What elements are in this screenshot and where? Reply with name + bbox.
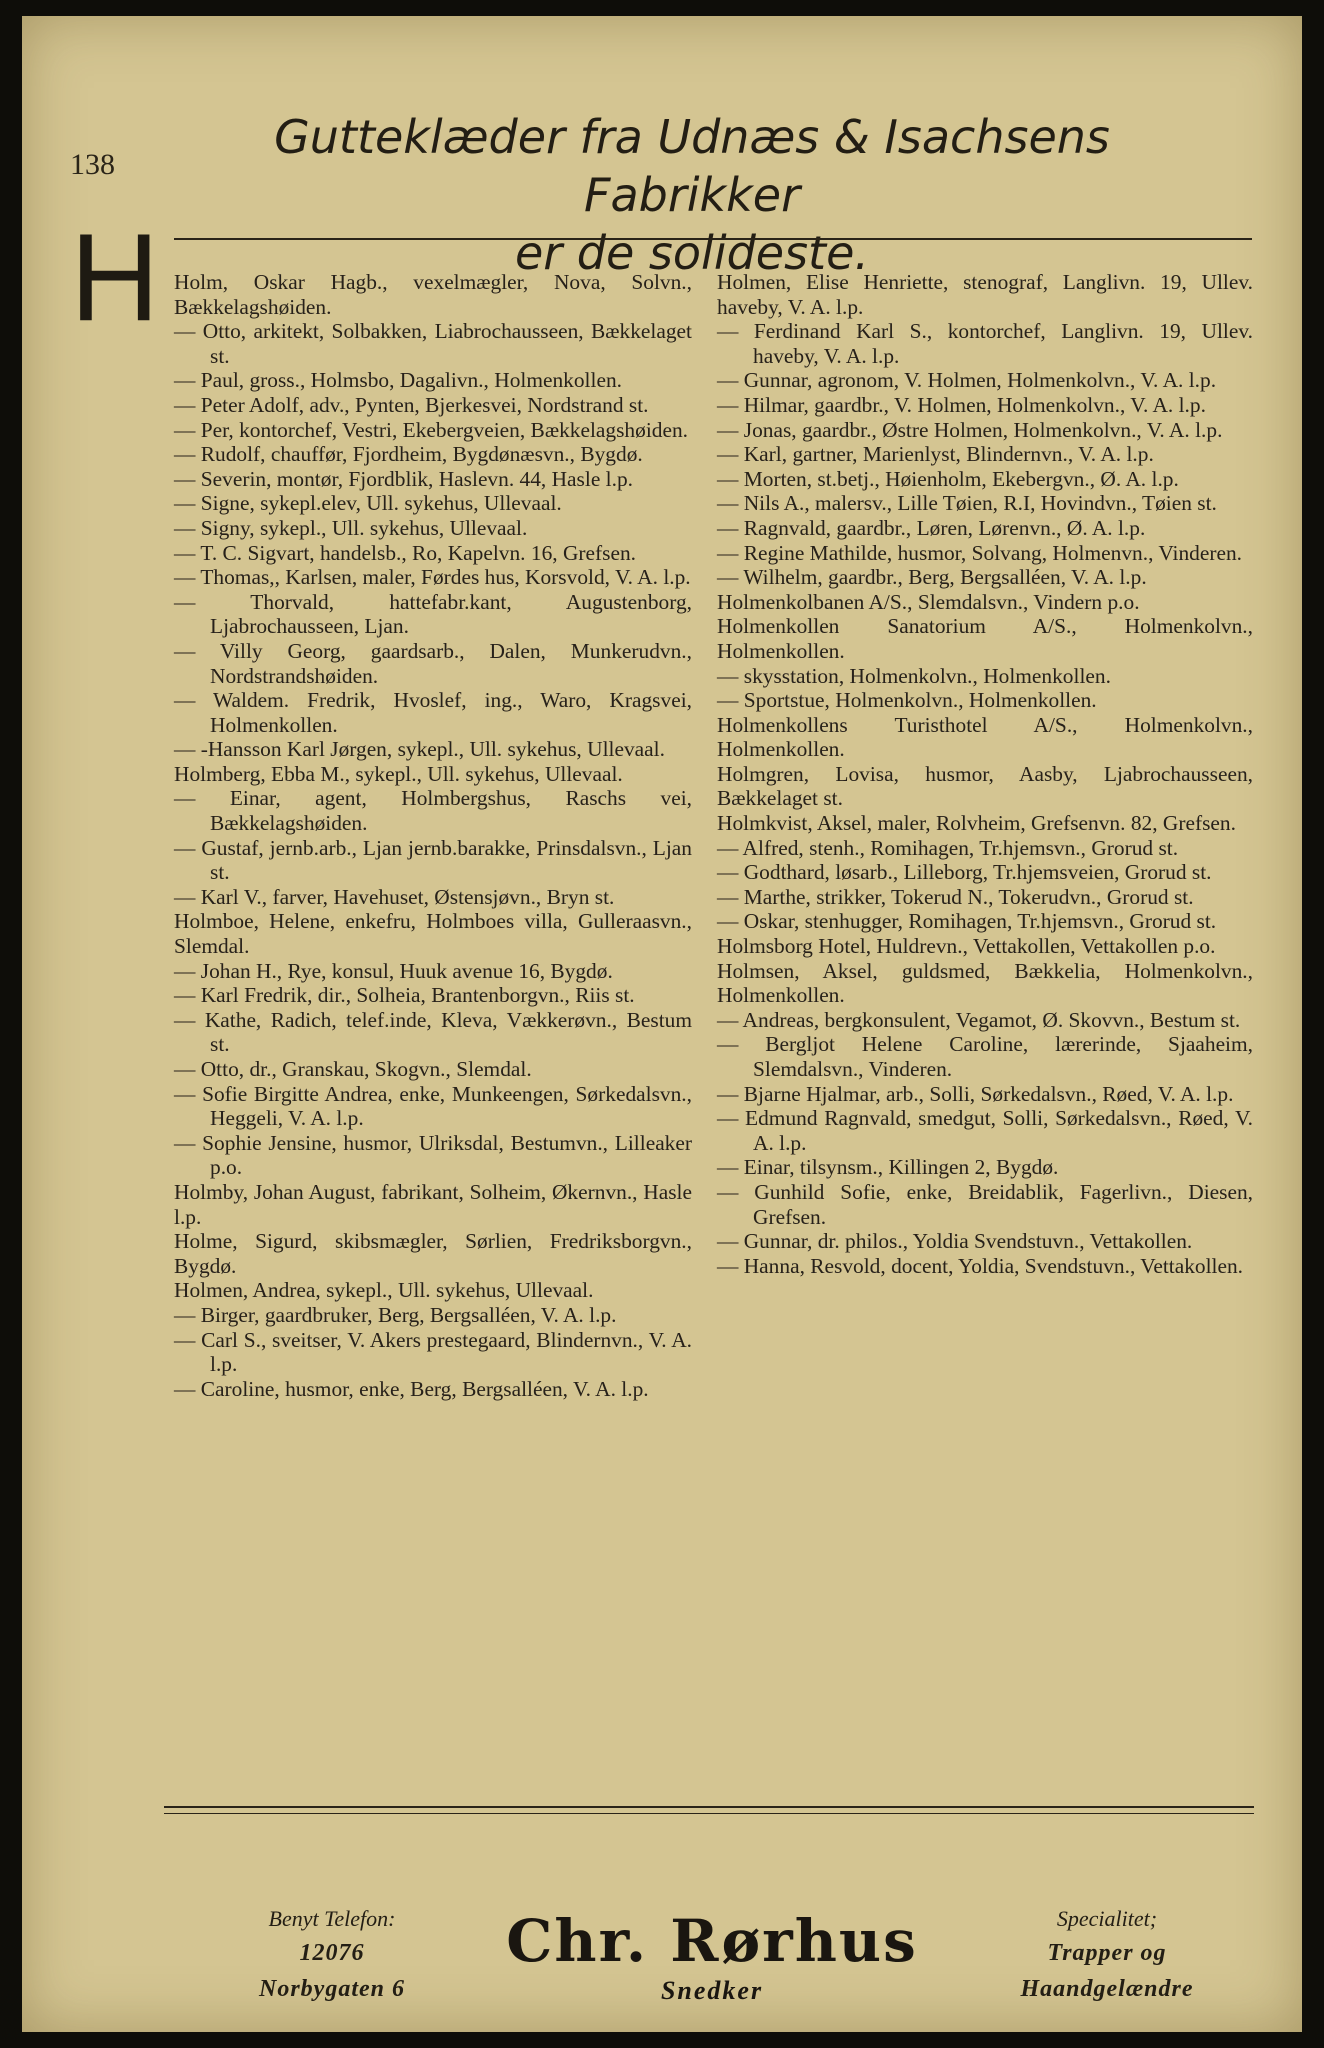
directory-entry: — Villy Georg, gaardsarb., Dalen, Munkerudvn., Nordstrandshøiden. (174, 638, 692, 688)
directory-entry: — Ragnvald, gaardbr., Løren, Lørenvn., Ø. A. l.p. (717, 515, 1146, 540)
directory-entry: — Karl Fredrik, dir., Solheia, Brantenborgvn., Riis st. (174, 983, 635, 1008)
directory-entry: — Godthard, løsarb., Lilleborg, Tr.hjemsveien, Grorud st. (717, 860, 1212, 885)
directory-entry: — Paul, gross., Holmsbo, Dagalivn., Holmenkollen. (174, 368, 622, 393)
directory-entry: — Edmund Ragnvald, smedgut, Solli, Sørkedalsvn., Røed, V. A. l.p. (717, 1106, 1253, 1155)
page-number: 138 (70, 148, 115, 181)
directory-entry: — Sofie Birgitte Andrea, enke, Munkeengen, Sørkedalsvn., Heggeli, V. A. l.p. (174, 1081, 692, 1131)
directory-entry: — Gunhild Sofie, enke, Breidablik, Fagerlivn., Diesen, Grefsen. (717, 1179, 1253, 1229)
advert-trade: Snedker (660, 1976, 764, 2005)
directory-entry: — Jonas, gaardbr., Østre Holmen, Holmenkolvn., V. A. l.p. (717, 417, 1223, 442)
directory-entry: — Otto, arkitekt, Solbakken, Liabrochausseen, Bækkelaget st. (174, 319, 692, 368)
directory-entry: — Einar, tilsynsm., Killingen 2, Bygdø. (717, 1155, 1059, 1180)
directory-entry: — Einar, agent, Holmbergshus, Raschs vei, Bækkelagshøiden. (174, 786, 692, 836)
directory-entry: Holme, Sigurd, skibsmægler, Sørlien, Fredriksborgvn., Bygdø. (174, 1229, 692, 1278)
directory-entry: — Ferdinand Karl S., kontorchef, Langlivn. 19, Ullev. haveby, V. A. l.p. (717, 319, 1253, 368)
directory-entry: — Regine Mathilde, husmor, Solvang, Holmenvn., Vinderen. (717, 540, 1243, 565)
advert-specialty (962, 1904, 1252, 2006)
directory-entry: — Gunnar, agronom, V. Holmen, Holmenkolvn., V. A. l.p. (717, 368, 1217, 393)
directory-entry: — Signy, sykepl., Ull. sykehus, Ullevaal. (174, 515, 528, 540)
footer-divider-thin (164, 1813, 1254, 1814)
directory-entry: — -Hansson Karl Jørgen, sykepl., Ull. sykehus, Ullevaal. (174, 737, 665, 762)
directory-entry: — Nils A., malersv., Lille Tøien, R.I, Hovindvn., Tøien st. (717, 491, 1217, 516)
advert-specialty-line-1: Trapper og (1047, 1940, 1167, 1966)
directory-page (22, 16, 1302, 2032)
directory-entry: — Waldem. Fredrik, Hvoslef, ing., Waro, Kragsvei, Holmenkollen. (174, 688, 692, 737)
directory-entry: — Rudolf, chauffør, Fjordheim, Bygdønæsvn., Bygdø. (174, 442, 643, 467)
directory-entry: — Wilhelm, gaardbr., Berg, Bergsalléen, V. A. l.p. (717, 565, 1147, 590)
advert-business (462, 1908, 962, 2008)
directory-entry: — Bjarne Hjalmar, arb., Solli, Sørkedalsvn., Røed, V. A. l.p. (717, 1081, 1234, 1106)
advert-address: Norbygaten 6 (259, 1976, 405, 2002)
directory-entry: — Hanna, Resvold, docent, Yoldia, Svendstuvn., Vettakollen. (717, 1253, 1244, 1278)
directory-entry: — Thomas,, Karlsen, maler, Førdes hus, Korsvold, V. A. l.p. (174, 565, 691, 590)
headline-line-2: er de solideste. (514, 226, 870, 280)
directory-entry: Holmenkolbanen A/S., Slemdalsvn., Vindern p.o. (717, 589, 1140, 614)
directory-entry: Holmberg, Ebba M., sykepl., Ull. sykehus, Ullevaal. (174, 761, 623, 786)
advert-specialty-label: Specialitet; (1056, 1906, 1158, 1931)
directory-entry: — Kathe, Radich, telef.inde, Kleva, Vækkerøvn., Bestum st. (174, 1007, 692, 1057)
advert-phone-label: Benyt Telefon: (268, 1906, 396, 1931)
page-headline (192, 108, 1192, 282)
directory-entry: — Per, kontorchef, Vestri, Ekebergveien, Bækkelagshøiden. (174, 417, 688, 442)
directory-entry: Holmby, Johan August, fabrikant, Solheim, Økernvn., Hasle l.p. (174, 1179, 692, 1229)
directory-entry: — Peter Adolf, adv., Pynten, Bjerkesvei, Nordstrand st. (174, 392, 649, 417)
directory-entry: — Bergljot Helene Caroline, lærerinde, Sjaaheim, Slemdalsvn., Vinderen. (717, 1032, 1253, 1081)
advert-phone-number: 12076 (299, 1940, 365, 1966)
directory-entry: Holmkvist, Aksel, maler, Rolvheim, Grefsenvn. 82, Grefsen. (717, 811, 1236, 836)
directory-entry: — Johan H., Rye, konsul, Huuk avenue 16, Bygdø. (174, 958, 613, 983)
directory-entry: — Alfred, stenh., Romihagen, Tr.hjemsvn., Grorud st. (717, 835, 1179, 860)
directory-entry: — Morten, st.betj., Høienholm, Ekebergvn., Ø. A. l.p. (717, 466, 1179, 491)
directory-entry: — Karl V., farver, Havehuset, Østensjøvn., Bryn st. (174, 884, 615, 909)
directory-entry: — Sophie Jensine, husmor, Ulriksdal, Bestumvn., Lilleaker p.o. (174, 1130, 692, 1180)
directory-entry: — Severin, montør, Fjordblik, Haslevn. 44, Hasle l.p. (174, 466, 633, 491)
directory-entry: — Karl, gartner, Marienlyst, Blindernvn., V. A. l.p. (717, 442, 1154, 467)
directory-entry: — Gunnar, dr. philos., Yoldia Svendstuvn., Vettakollen. (717, 1229, 1193, 1254)
directory-entry: — Caroline, husmor, enke, Berg, Bergsalléen, V. A. l.p. (174, 1376, 649, 1401)
advert-contact (182, 1904, 482, 2006)
header-divider (174, 238, 1252, 240)
directory-entry: — Oskar, stenhugger, Romihagen, Tr.hjemsvn., Grorud st. (717, 909, 1217, 934)
directory-entry: — Otto, dr., Granskau, Skogvn., Slemdal. (174, 1057, 532, 1081)
directory-entry: Holmenkollens Turisthotel A/S., Holmenkolvn., Holmenkollen. (717, 712, 1253, 762)
directory-entry: — T. C. Sigvart, handelsb., Ro, Kapelvn. 16, Grefsen. (174, 540, 637, 565)
directory-entry: Holmboe, Helene, enkefru, Holmboes villa, Gulleraasvn., Slemdal. (174, 909, 692, 959)
right-column (717, 270, 1253, 1278)
directory-entry: — Gustaf, jernb.arb., Ljan jernb.barakke, Prinsdalsvn., Ljan st. (174, 835, 692, 885)
directory-entry: Holmsen, Aksel, guldsmed, Bækkelia, Holmenkolvn., Holmenkollen. (717, 958, 1253, 1008)
directory-entry: — skysstation, Holmenkolvn., Holmenkollen. (717, 663, 1111, 688)
directory-entry: Holmgren, Lovisa, husmor, Aasby, Ljabrochausseen, Bækkelaget st. (717, 761, 1253, 811)
directory-entry: — Marthe, strikker, Tokerud N., Tokerudvn., Grorud st. (717, 884, 1194, 909)
directory-entry: — Sportstue, Holmenkolvn., Holmenkollen. (717, 688, 1097, 713)
directory-entry: — Signe, sykepl.elev, Ull. sykehus, Ullevaal. (174, 491, 562, 516)
footer-divider (164, 1806, 1254, 1808)
advert-specialty-line-2: Haandgelændre (1020, 1976, 1194, 2002)
directory-entry: — Andreas, bergkonsulent, Vegamot, Ø. Skovvn., Bestum st. (717, 1007, 1241, 1032)
directory-entry: Holmsborg Hotel, Huldrevn., Vettakollen, Vettakollen p.o. (717, 934, 1216, 959)
directory-entry: — Carl S., sveitser, V. Akers prestegaard, Blindernvn., V. A. l.p. (174, 1327, 692, 1377)
section-letter: H (70, 209, 160, 347)
directory-entry: Holmen, Andrea, sykepl., Ull. sykehus, Ullevaal. (174, 1278, 594, 1303)
directory-entry: — Birger, gaardbruker, Berg, Bergsalléen, V. A. l.p. (174, 1302, 617, 1327)
directory-entry: Holmen, Elise Henriette, stenograf, Langlivn. 19, Ullev. haveby, V. A. l.p. (717, 270, 1253, 319)
advert-business-name: Chr. Rørhus (506, 1907, 918, 1975)
left-column (174, 270, 692, 1401)
directory-entry: — Thorvald, hattefabr.kant, Augustenborg, Ljabrochausseen, Ljan. (174, 589, 692, 639)
directory-entry: Holm, Oskar Hagb., vexelmægler, Nova, Solvn., Bækkelagshøiden. (174, 270, 692, 319)
directory-entry: Holmenkollen Sanatorium A/S., Holmenkolvn., Holmenkollen. (717, 614, 1253, 663)
headline-line-1: Gutteklæder fra Udnæs & Isachsens Fabrikker (274, 110, 1110, 222)
directory-entry: — Hilmar, gaardbr., V. Holmen, Holmenkolvn., V. A. l.p. (717, 392, 1206, 417)
